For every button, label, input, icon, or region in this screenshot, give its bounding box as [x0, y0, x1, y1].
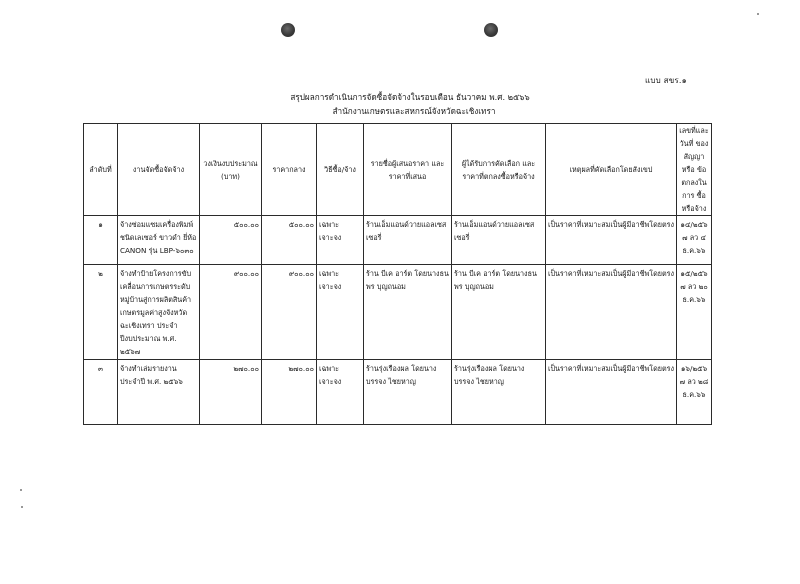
cell-method: เฉพาะเจาะจง — [317, 265, 364, 360]
cell-reason: เป็นราคาที่เหมาะสมเป็นผู้มีอาชีพโดยตรง — [546, 360, 677, 425]
cell-bidders: ร้านเอ็มแอนด์วายแอลเซสเซอรี่ — [364, 216, 452, 265]
cell-contract: ๑๖/๒๕๖๗ ลว ๒๘ ธ.ค.๖๖ — [677, 360, 712, 425]
cell-reason: เป็นราคาที่เหมาะสมเป็นผู้มีอาชีพโดยตรง — [546, 265, 677, 360]
cell-median-price: ๕๐๐.๐๐ — [262, 216, 317, 265]
header-median-price: ราคากลาง — [262, 124, 317, 216]
cell-median-price: ๒๗๐.๐๐ — [262, 360, 317, 425]
cell-selected: ร้านเอ็มแอนด์วายแอลเซสเซอรี่ — [452, 216, 546, 265]
table-row — [84, 360, 712, 425]
cell-bidders: ร้านรุ่งเรืองผล โดยนางบรรจง ไชยหาญ — [364, 360, 452, 425]
punch-hole-right — [484, 23, 498, 37]
cell-budget: ๕๐๐.๐๐ — [200, 216, 262, 265]
header-contract: เลขที่และวันที่ ของสัญญาหรือ ข้อตกลงในการ ซื้อหรือจ้าง — [677, 124, 712, 216]
cell-item: จ้างซ่อมแซมเครื่องพิมพ์ชนิดเลเซอร์ ขาวดำ ยี่ห้อ CANON รุ่น LBP-๖๐๓๐ — [118, 216, 200, 265]
table-row — [84, 216, 712, 265]
punch-hole-left — [281, 23, 295, 37]
table-row — [84, 265, 712, 360]
header-bidders: รายชื่อผู้เสนอราคา และราคาที่เสนอ — [364, 124, 452, 216]
cell-contract: ๑๕/๒๕๖๗ ลว ๒๐ ธ.ค.๖๖ — [677, 265, 712, 360]
cell-no: ๒ — [84, 265, 118, 360]
header-selected: ผู้ได้รับการคัดเลือก และราคาที่ตกลงซื้อหรือจ้าง — [452, 124, 546, 216]
cell-no: ๓ — [84, 360, 118, 425]
header-method: วิธีซื้อ/จ้าง — [317, 124, 364, 216]
cell-item: จ้างทำเล่มรายงานประจำปี พ.ศ. ๒๕๖๖ — [118, 360, 200, 425]
header-no: ลำดับที่ — [84, 124, 118, 216]
cell-selected: ร้านรุ่งเรืองผล โดยนางบรรจง ไชยหาญ — [452, 360, 546, 425]
procurement-table — [83, 123, 712, 425]
header-reason: เหตุผลที่คัดเลือกโดยสังเขป — [546, 124, 677, 216]
cell-item: จ้างทำป้ายโครงการขับเคลื่อนการเกษตรระดับหมู่บ้านสู่การผลิตสินค้าเกษตรมูลค่าสูงจังหวัดฉะเชิงเทรา ประจำปีงบประมาณ พ.ศ. ๒๕๖๗ — [118, 265, 200, 360]
cell-no: ๑ — [84, 216, 118, 265]
cell-method: เฉพาะเจาะจง — [317, 216, 364, 265]
table-header-row — [84, 124, 712, 216]
cell-median-price: ๙๐๐.๐๐ — [262, 265, 317, 360]
cell-reason: เป็นราคาที่เหมาะสมเป็นผู้มีอาชีพโดยตรง — [546, 216, 677, 265]
cell-budget: ๙๐๐.๐๐ — [200, 265, 262, 360]
scan-speck — [20, 489, 22, 491]
cell-method: เฉพาะเจาะจง — [317, 360, 364, 425]
cell-contract: ๑๔/๒๕๖๗ ลว ๔ ธ.ค.๖๖ — [677, 216, 712, 265]
header-budget: วงเงินงบประมาณ (บาท) — [200, 124, 262, 216]
cell-budget: ๒๗๐.๐๐ — [200, 360, 262, 425]
header-item: งานจัดซื้อจัดจ้าง — [118, 124, 200, 216]
cell-bidders: ร้าน บีเค อาร์ต โดยนางธนพร บุญถนอม — [364, 265, 452, 360]
agency-name: สำนักงานเกษตรและสหกรณ์จังหวัดฉะเชิงเทรา — [332, 106, 496, 116]
document-title: สรุปผลการดำเนินการจัดซื้อจัดจ้างในรอบเดือน ธันวาคม พ.ศ. ๒๕๖๖ — [290, 92, 530, 102]
scan-speck — [21, 506, 23, 508]
cell-selected: ร้าน บีเค อาร์ต โดยนางธนพร บุญถนอม — [452, 265, 546, 360]
scan-speck — [757, 13, 759, 15]
form-code: แบบ สขร.๑ — [645, 76, 687, 85]
